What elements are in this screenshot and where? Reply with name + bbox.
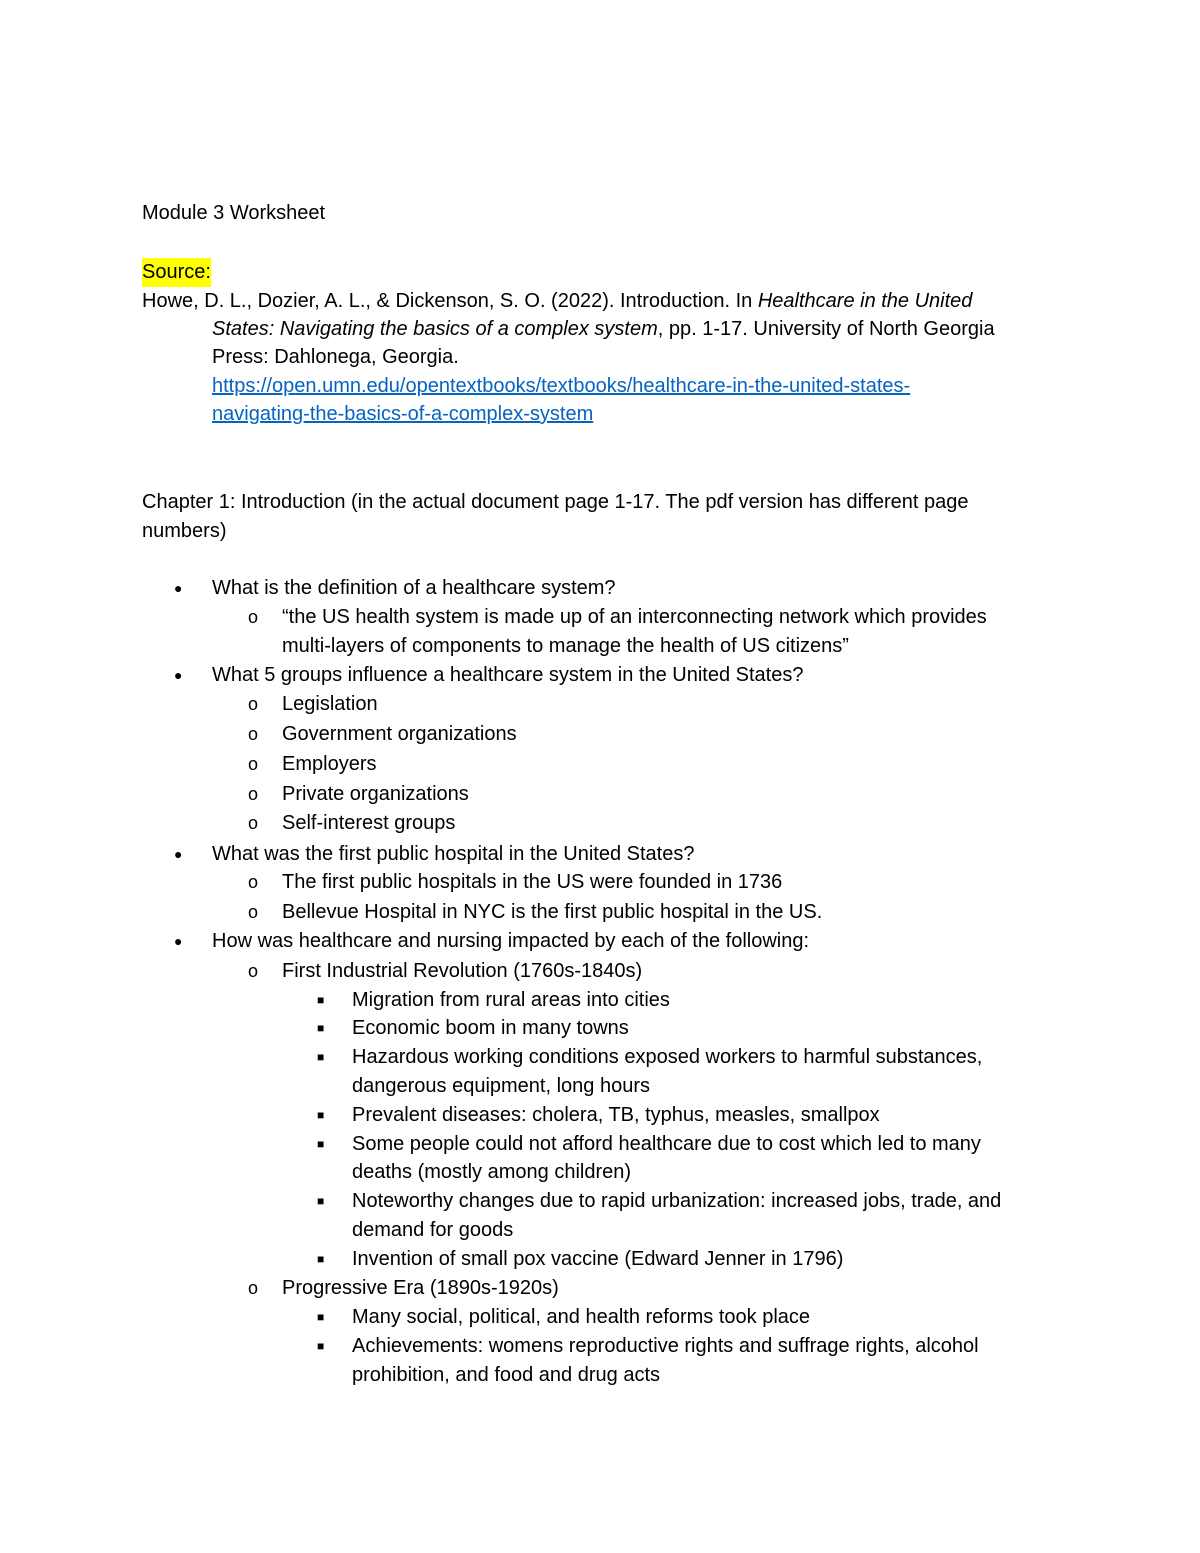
chapter-heading-line-2: numbers) — [142, 520, 227, 542]
citation-pages-publisher: , pp. 1-17. University of North Georgia — [657, 318, 995, 340]
impact-item: Many social, political, and health reforms took place — [352, 1306, 811, 1328]
circle-bullet-icon: o — [248, 872, 259, 892]
square-bullet-icon: ■ — [317, 1310, 325, 1324]
group-item: Government organizations — [282, 723, 517, 745]
bullet-icon: ● — [174, 933, 183, 949]
citation-authors: Howe, D. L., Dozier, A. L., & Dickenson, S. O. (2022). Introduction. In — [142, 290, 758, 312]
source-label: Source: — [142, 258, 211, 287]
square-bullet-icon: ■ — [317, 1108, 325, 1122]
chapter-heading-line-1: Chapter 1: Introduction (in the actual document page 1-17. The pdf version has different page — [142, 491, 969, 513]
square-bullet-icon: ■ — [317, 1021, 325, 1035]
citation-book-title-part1: Healthcare in the United — [757, 290, 973, 312]
impact-item-continued: dangerous equipment, long hours — [352, 1075, 650, 1097]
circle-bullet-icon: o — [248, 1278, 259, 1298]
square-bullet-icon: ■ — [317, 1050, 325, 1064]
answer-hospital-item: The first public hospitals in the US were founded in 1736 — [282, 871, 783, 893]
bullet-icon: ● — [174, 846, 183, 862]
circle-bullet-icon: o — [248, 694, 259, 714]
impact-item: Prevalent diseases: cholera, TB, typhus, measles, smallpox — [352, 1104, 880, 1126]
circle-bullet-icon: o — [248, 813, 259, 833]
citation-link-part2[interactable]: navigating-the-basics-of-a-complex-system — [212, 403, 594, 425]
circle-bullet-icon: o — [248, 784, 259, 804]
square-bullet-icon: ■ — [317, 1137, 325, 1151]
circle-bullet-icon: o — [248, 607, 259, 627]
group-item: Private organizations — [282, 783, 469, 805]
impact-item: Achievements: womens reproductive rights and suffrage rights, alcohol — [352, 1335, 979, 1357]
citation-book-title-part2: States: Navigating the basics of a complex system — [212, 318, 658, 340]
bullet-icon: ● — [174, 580, 183, 596]
impact-item: Migration from rural areas into cities — [352, 989, 670, 1011]
question-groups: What 5 groups influence a healthcare system in the United States? — [212, 664, 804, 686]
group-item: Self-interest groups — [282, 812, 456, 834]
group-item: Employers — [282, 753, 377, 775]
impact-item: Hazardous working conditions exposed workers to harmful substances, — [352, 1046, 983, 1068]
circle-bullet-icon: o — [248, 754, 259, 774]
era-first-industrial-revolution: First Industrial Revolution (1760s-1840s) — [282, 960, 643, 982]
square-bullet-icon: ■ — [317, 1339, 325, 1353]
circle-bullet-icon: o — [248, 902, 259, 922]
answer-hospital-item: Bellevue Hospital in NYC is the first public hospital in the US. — [282, 901, 823, 923]
bullet-icon: ● — [174, 667, 183, 683]
circle-bullet-icon: o — [248, 724, 259, 744]
question-definition: What is the definition of a healthcare system? — [212, 577, 616, 599]
citation-link-part1[interactable]: https://open.umn.edu/opentextbooks/textbooks/healthcare-in-the-united-states- — [212, 375, 911, 397]
citation-line-2 — [212, 315, 995, 344]
era-progressive: Progressive Era (1890s-1920s) — [282, 1277, 559, 1299]
circle-bullet-icon: o — [248, 961, 259, 981]
square-bullet-icon: ■ — [317, 1194, 325, 1208]
page-title: Module 3 Worksheet — [142, 202, 326, 224]
impact-item: Economic boom in many towns — [352, 1017, 629, 1039]
impact-item: Invention of small pox vaccine (Edward Jenner in 1796) — [352, 1248, 844, 1270]
question-first-hospital: What was the first public hospital in the United States? — [212, 843, 695, 865]
citation-line-1 — [142, 287, 972, 316]
question-impact: How was healthcare and nursing impacted by each of the following: — [212, 930, 810, 952]
impact-item: Noteworthy changes due to rapid urbanization: increased jobs, trade, and — [352, 1190, 1002, 1212]
impact-item: Some people could not afford healthcare due to cost which led to many — [352, 1133, 981, 1155]
answer-definition-line-1: “the US health system is made up of an interconnecting network which provides — [282, 606, 987, 628]
group-item: Legislation — [282, 693, 378, 715]
impact-item-continued: deaths (mostly among children) — [352, 1161, 632, 1183]
citation-line-3: Press: Dahlonega, Georgia. — [212, 346, 459, 368]
impact-item-continued: demand for goods — [352, 1219, 514, 1241]
answer-definition-line-2: multi-layers of components to manage the health of US citizens” — [282, 635, 849, 657]
square-bullet-icon: ■ — [317, 1252, 325, 1266]
square-bullet-icon: ■ — [317, 993, 325, 1007]
impact-item-continued: prohibition, and food and drug acts — [352, 1364, 660, 1386]
